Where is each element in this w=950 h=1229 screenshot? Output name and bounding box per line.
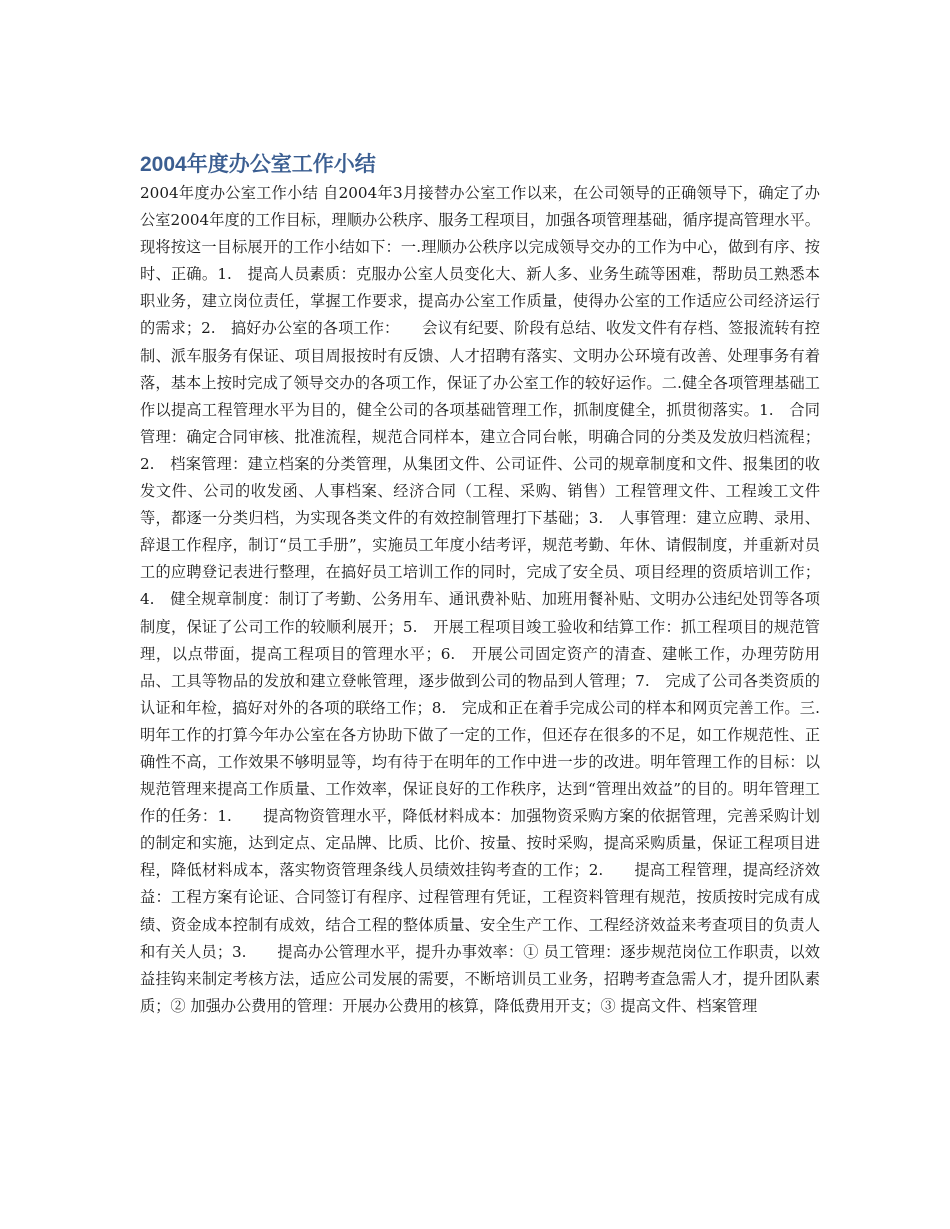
document-title: 2004年度办公室工作小结 [140, 153, 376, 176]
document-body: 2004年度办公室工作小结 自2004年3月接替办公室工作以来，在公司领导的正确领导下，确定了办公室2004年度的工作目标，理顺办公秩序、服务工程项目，加强各项管理基础，循序提高管理水平。现将按这一目标展开的工作小结如下：一.理顺办公秩序以完成领导交办的工作为中心，做到有序、按时、正确。1. 提高人员素质：克服办公室人员变化大、新人多、业务生疏等困难，帮助员工熟悉本职业务，建立岗位责任，掌握工作要求，提高办公室工作质量，使得办公室的工作适应公司经济运行的需求；2. 搞好办公室的各项工作： 会议有纪要、阶段有总结、收发文件有存档、签报流转有控制、派车服务有保证、项目周报按时有反馈、人才招聘有落实、文明办公环境有改善、处理事务有着落，基本上按时完成了领导交办的各项工作，保证了办公室工作的较好运作。二.健全各项管理基础工作以提高工程管理水平为目的，健全公司的各项基础管理工作，抓制度健全，抓贯彻落实。1. 合同管理：确定合同审核、批准流程，规范合同样本，建立合同台帐，明确合同的分类及发放归档流程；2. 档案管理：建立档案的分类管理，从集团文件、公司证件、公司的规章制度和文件、报集团的收发文件、公司的收发函、人事档案、经济合同（工程、采购、销售）工程管理文件、工程竣工文件等，都逐一分类归档，为实现各类文件的有效控制管理打下基础；3. 人事管理：建立应聘、录用、辞退工作程序，制订“员工手册”，实施员工年度小结考评，规范考勤、年休、请假制度，并重新对员工的应聘登记表进行整理，在搞好员工培训工作的同时，完成了安全员、项目经理的资质培训工作；4. 健全规章制度：制订了考勤、公务用车、通讯费补贴、加班用餐补贴、文明办公违纪处罚等各项制度，保证了公司工作的较顺利展开；5. 开展工程项目竣工验收和结算工作：抓工程项目的规范管理，以点带面，提高工程项目的管理水平；6. 开展公司固定资产的清查、建帐工作，办理劳防用品、工具等物品的发放和建立登帐管理，逐步做到公司的物品到人管理；7. 完成了公司各类资质的认证和年检，搞好对外的各项的联络工作；8. 完成和正在着手完成公司的样本和网页完善工作。三.明年工作的打算今年办公室在各方协助下做了一定的工作，但还存在很多的不足，如工作规范性、正确性不高，工作效果不够明显等，均有待于在明年的工作中进一步的改进。明年管理工作的目标：以规范管理来提高工作质量、工作效率，保证良好的工作秩序，达到“管理出效益”的目的。明年管理工作的任务：1. 提高物资管理水平，降低材料成本：加强物资采购方案的依据管理，完善采购计划的制定和实施，达到定点、定品牌、比质、比价、按量、按时采购，提高采购质量，保证工程项目进程，降低材料成本，落实物资管理条线人员绩效挂钩考查的工作；2. 提高工程管理，提高经济效益：工程方案有论证、合同签订有程序、过程管理有凭证，工程资料管理有规范，按质按时完成有成绩、资金成本控制有成效，结合工程的整体质量、安全生产工作、工程经济效益来考查项目的负责人和有关人员；3. 提高办公管理水平，提升办事效率：① 员工管理：逐步规范岗位工作职责，以效益挂钩来制定考核方法，适应公司发展的需要，不断培训员工业务，招聘考查急需人才，提升团队素质；② 加强办公费用的管理：开展办公费用的核算，降低费用开支；③ 提高文件、档案管理 [140, 184, 820, 1015]
